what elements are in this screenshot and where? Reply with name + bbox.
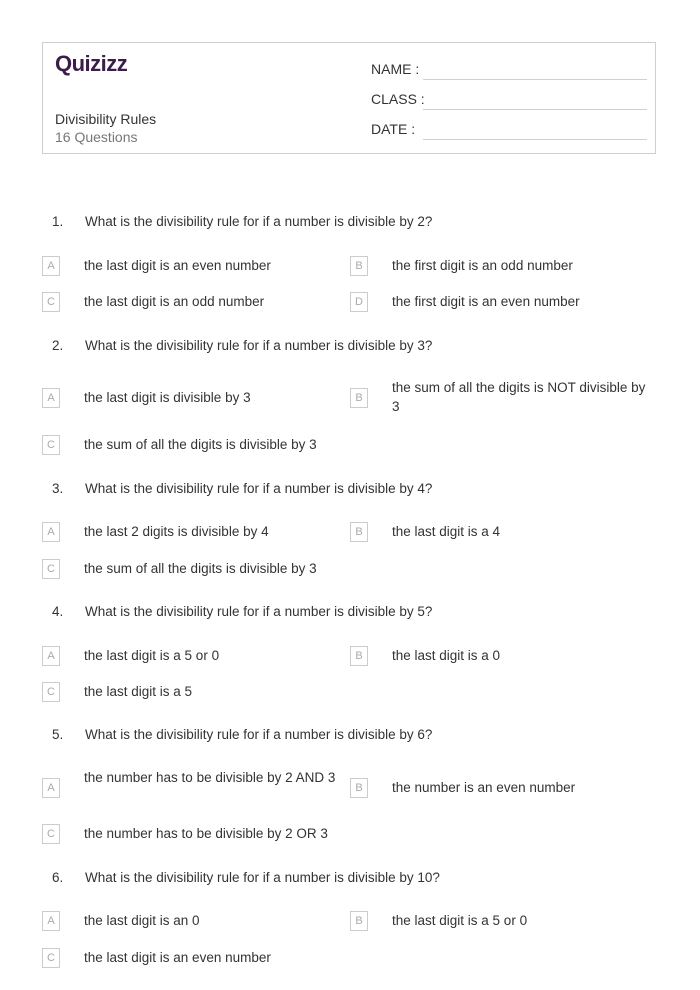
name-label: NAME :: [371, 61, 420, 77]
question-number: 1.: [52, 214, 64, 229]
option-letter-box: B: [350, 256, 368, 276]
question-text: What is the divisibility rule for if a number is divisible by 5?: [85, 604, 433, 619]
name-line: [423, 79, 647, 80]
option-letter-box: A: [42, 646, 60, 666]
option-text: the last digit is a 5 or 0: [84, 648, 220, 663]
question-number: 5.: [52, 727, 64, 742]
option-letter-box: B: [350, 778, 368, 798]
option-text: the last digit is divisible by 3: [84, 390, 251, 405]
option-letter-box: B: [350, 646, 368, 666]
question-number: 2.: [52, 338, 64, 353]
option-letter-box: B: [350, 388, 368, 408]
option-letter-box: A: [42, 911, 60, 931]
option-letter-box: B: [350, 911, 368, 931]
option-letter-box: A: [42, 256, 60, 276]
date-label: DATE :: [371, 121, 416, 137]
date-line: [423, 139, 647, 140]
option-text: the sum of all the digits is divisible by 3: [84, 437, 317, 452]
option-text: the last digit is an 0: [84, 913, 200, 928]
option-letter-box: D: [350, 292, 368, 312]
option-text: the last digit is a 5: [84, 684, 193, 699]
question-text: What is the divisibility rule for if a number is divisible by 6?: [85, 727, 433, 742]
class-field[interactable]: [371, 89, 647, 111]
option-letter-box: C: [42, 824, 60, 844]
question-text: What is the divisibility rule for if a number is divisible by 4?: [85, 481, 433, 496]
question-text: What is the divisibility rule for if a number is divisible by 10?: [85, 870, 440, 885]
question-number: 3.: [52, 481, 64, 496]
question-count: 16 Questions: [55, 129, 138, 145]
option-text: the number has to be divisible by 2 OR 3: [84, 826, 328, 841]
option-text: the last digit is a 5 or 0: [392, 913, 528, 928]
option-letter-box: C: [42, 292, 60, 312]
option-text: the last digit is a 0: [392, 648, 501, 663]
option-text: the last digit is an odd number: [84, 294, 265, 309]
worksheet-header: [42, 42, 656, 154]
option-text: the last digit is an even number: [84, 258, 271, 273]
option-letter-box: C: [42, 948, 60, 968]
class-label: CLASS :: [371, 91, 425, 107]
date-field[interactable]: [371, 119, 647, 141]
question-number: 4.: [52, 604, 64, 619]
option-text: the last 2 digits is divisible by 4: [84, 524, 269, 539]
option-text: the number is an even number: [392, 780, 576, 795]
name-field[interactable]: [371, 59, 647, 81]
quizizz-logo: Quizizz: [55, 51, 128, 76]
option-letter-box: A: [42, 388, 60, 408]
option-letter-box: C: [42, 682, 60, 702]
option-text: the last digit is an even number: [84, 950, 271, 965]
option-letter-box: C: [42, 435, 60, 455]
option-text: the number has to be divisible by 2 AND 3: [84, 770, 336, 785]
class-line: [423, 109, 647, 110]
option-text: the first digit is an odd number: [392, 258, 573, 273]
question-number: 6.: [52, 870, 64, 885]
option-letter-box: C: [42, 559, 60, 579]
option-text: the last digit is a 4: [392, 524, 501, 539]
option-text: the sum of all the digits is NOT divisible by 3: [392, 380, 646, 414]
option-letter-box: A: [42, 522, 60, 542]
option-letter-box: B: [350, 522, 368, 542]
option-letter-box: A: [42, 778, 60, 798]
option-text: the sum of all the digits is divisible by 3: [84, 561, 317, 576]
question-text: What is the divisibility rule for if a number is divisible by 2?: [85, 214, 433, 229]
question-text: What is the divisibility rule for if a number is divisible by 3?: [85, 338, 433, 353]
option-text: the first digit is an even number: [392, 294, 580, 309]
worksheet-title: Divisibility Rules: [55, 111, 157, 127]
